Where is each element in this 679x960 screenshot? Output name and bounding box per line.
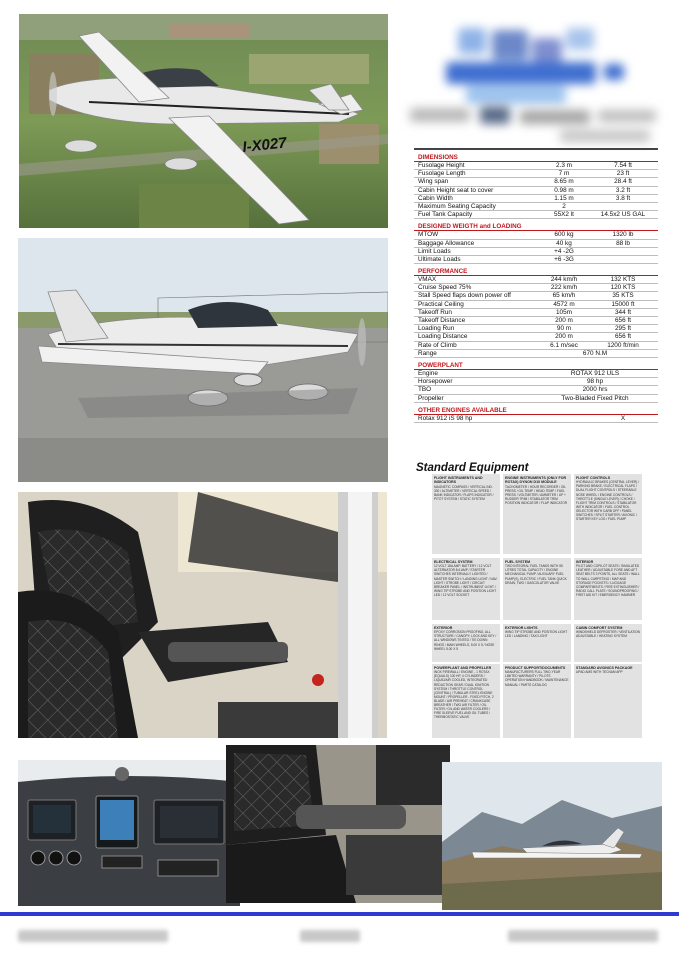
spec-metric: 90 m bbox=[556, 325, 572, 333]
spec-imperial: X bbox=[620, 414, 626, 422]
equipment-items: TWO INTEGRAL FUEL TANKS WITH 55 LITRES TOTAL CAPACITY / ENGINE MECHANICAL PUMP / AUXILIARY FUEL PUMP(S), ELECTRIC / FUEL TANK QUICK DRAIN, TWO / GASCOLATOR VALVE bbox=[505, 564, 567, 585]
spec-imperial: 344 ft bbox=[615, 308, 631, 316]
spec-metric: 7 m bbox=[558, 170, 570, 178]
spec-metric: 2 bbox=[562, 202, 566, 210]
spec-label: Cabin Width bbox=[418, 194, 453, 202]
spec-label: Loading Distance bbox=[418, 333, 468, 341]
spec-section-title: POWERPLANT bbox=[414, 361, 658, 370]
equipment-items: PILOT AND COPILOT SEATS / SIMULATED LEATHER / ADJUSTABLE FORE AND AFT SEAT BELTS 3 POINTS, ALL SEATS / WALL TO WALL CARPETING / MAP AND STORAGE POCKETS / LUGGAGE COMPARTMENTS / FIRE EXTINGUISHER / RADIO CALL PLATE / SOUNDPROOFING / FIRST AID KIT / EMERGENCY HAMMER bbox=[576, 564, 640, 597]
spec-metric: +4 -2G bbox=[554, 247, 574, 255]
footer-text-blurred bbox=[508, 930, 658, 942]
footer-text-blurred bbox=[300, 930, 360, 942]
photo-aircraft-over-mountains bbox=[442, 762, 662, 910]
equipment-heading: EXTERIOR bbox=[434, 626, 453, 630]
spec-label: Rotax 912 iS 98 hp bbox=[418, 414, 473, 422]
spec-imperial bbox=[592, 256, 654, 263]
spec-label: Horsepower bbox=[418, 378, 453, 386]
aircraft-registration: I-X027 bbox=[241, 134, 288, 156]
footer-rule bbox=[0, 912, 679, 916]
spec-label: Engine bbox=[418, 369, 438, 377]
spec-metric: Two-Bladed Fixed Pitch bbox=[561, 394, 629, 402]
equipment-cell bbox=[574, 558, 642, 620]
equipment-items: 12 VOLT 18A AMP. BATTERY / 12 VOLT ALTERNATOR 8.6 AMP / STARTER SWITCHES INTERNALLY LIGHTED / MASTER SWITCH / LANDING LIGHT / NAV. LIGHT / STROBE LIGHT / CIRCUIT BREAKER PANEL / INSTRUMENT LIGHT / WING TIP STROBE AND POSITION LIGHT LED / 12 VOLT SOCKET bbox=[434, 564, 498, 597]
equipment-items: INOX FIREWALL / ENGINE - 1 ROTAX (EQUALS) 100 HP, 4 CYLINDERS / LIQUID/AIR COOLED, INTEGRATED REDUCTION GEAR / DUAL IGNITION SYSTEM / THROTTLE CONTROL (CENTRAL) / TUBULAR STEEL ENGINE MOUNT / PROPELLER - FIXED PITCH, 2 BLADE / AIR PREHEAT / CRANKCASE BREATHER / TWO AIR FILTER / OIL FILTER / OIL AND WATER COOLERS / FIRE SLEEVE FUEL AND OIL TUBES / THERMOSTATIC VALVE bbox=[434, 670, 494, 720]
spec-label: Rate of Climb bbox=[418, 341, 457, 349]
equipment-cell bbox=[432, 558, 500, 620]
spec-label: Practical Ceiling bbox=[418, 300, 464, 308]
spec-row bbox=[414, 203, 658, 211]
spec-section-title: PERFORMANCE bbox=[414, 267, 658, 276]
equipment-heading: FLIGHT CONTROLS bbox=[576, 476, 611, 480]
spec-label: TBO bbox=[418, 386, 432, 394]
equipment-heading: FUEL SYSTEM bbox=[505, 560, 531, 564]
equipment-items: EPOXY CORROSION PROOFING, ALL STRUCTURE / CANOPY, LOCK AND KEY / ALL WINDOWS TINTED / TIE DOWN RINGS / MAIN WHEELS, 5.00 X 5 / NOSE WHEEL 5.00 X 5 bbox=[434, 630, 497, 651]
spec-row bbox=[414, 301, 658, 309]
equipment-heading: PRODUCT SUPPORT/DOCUMENTS bbox=[505, 666, 566, 670]
spec-imperial: 3.2 ft bbox=[615, 186, 631, 194]
spec-label: Fusolage Length bbox=[418, 170, 466, 178]
equipment-cell bbox=[574, 474, 642, 554]
spec-metric: 222 km/h bbox=[550, 284, 578, 292]
equipment-items: WINDSHIELD DEFROSTER / VENTILATION ADJUSTABLE / HEATING SYSTEM bbox=[576, 630, 640, 639]
equipment-heading: STANDARD AVIONICS PACKAGE bbox=[576, 666, 633, 670]
equipment-items: TACHOMETER / HOUR RECORDER / OIL PRESS / OIL TEMP / HEAD TEMP / FUEL PRESS / VOLTMETER / AMMETER / UP + RUDDER TRIM / STABILATOR TRIM POSITION INDICATOR / FLAP INDICATOR bbox=[505, 484, 568, 505]
spec-metric: 244 km/h bbox=[550, 276, 578, 284]
spec-metric: 40 kg bbox=[556, 239, 572, 247]
equipment-items: HYDRAULIC BRAKES (CENTRAL LEVER) / PARKING BRAKE / ELECTRICAL FLAPS / DUAL FLIGHT CONTROLS / STEERABLE NOSE WHEEL / ENGINE CONTROLS / THROTTLE (SINGLE LEVER) / CHOKE / FLIGHT TRIM CONTROLS / STABILATOR WITH INDICATOR / FUEL CONTROL SELECTOR WITH CARB OFF / PANEL SWITCHES / SPLIT STARTER / AVIONIC / STARTER KEY LOG / FUEL PUMP bbox=[576, 480, 640, 522]
photo-instrument-panel bbox=[18, 760, 240, 906]
equipment-cell bbox=[503, 474, 571, 554]
spec-metric: 1.15 m bbox=[554, 194, 574, 202]
spec-imperial: 1200 ft/min bbox=[607, 341, 639, 349]
spec-imperial: 15000 ft bbox=[611, 300, 635, 308]
spec-label: Takeoff Run bbox=[418, 308, 452, 316]
equipment-items: MAGNETIC COMPASS / VERTICAL IND. 300 / ALTIMETER / VERTICAL SPEED / BANK INDICATOR / FLAPS INDICATOR / PITOT SYSTEM / STATIC SYSTEM bbox=[434, 484, 494, 501]
spec-section-title: DESIGNED WEIGTH and LOADING bbox=[414, 222, 658, 231]
spec-row bbox=[414, 333, 658, 341]
spec-imperial: 7.54 ft bbox=[614, 162, 632, 169]
brand-logo-blurred bbox=[436, 24, 626, 108]
spec-metric: 2000 hrs bbox=[582, 386, 608, 394]
spec-row bbox=[414, 187, 658, 195]
equipment-items: MANUFACTURERS FULL TWO-YEAR LIMITED WARRANTY / PILOTS OPERATION HANDBOOK / MAINTENANCE MANUAL / PARTS CATALOG bbox=[505, 670, 569, 687]
spec-row bbox=[414, 178, 658, 186]
spec-metric: 105m bbox=[556, 308, 572, 316]
spec-metric: 8.65 m bbox=[554, 178, 574, 186]
spec-row bbox=[414, 231, 658, 239]
spec-metric: 200 m bbox=[555, 317, 573, 324]
spec-metric bbox=[536, 415, 592, 422]
spec-label: Fusolage Height bbox=[418, 162, 465, 169]
equipment-cell bbox=[503, 624, 571, 662]
spec-row bbox=[414, 256, 658, 264]
brand-subtitle-blurred bbox=[410, 106, 660, 148]
spec-label: Stall Speed flaps down power off bbox=[418, 292, 511, 300]
spec-imperial: 656 ft bbox=[615, 333, 631, 341]
equipment-cell bbox=[432, 664, 500, 738]
equipment-heading: FLIGHT INSTRUMENTS AND INDICATORS bbox=[434, 476, 483, 485]
spec-row bbox=[414, 240, 658, 248]
spec-row bbox=[414, 370, 658, 378]
spec-imperial: 132 KTS bbox=[610, 276, 636, 284]
equipment-items: UPAD AMS WITH TECNAM APP bbox=[576, 670, 623, 675]
spec-label: Limit Loads bbox=[418, 247, 451, 255]
spec-metric: 4572 m bbox=[553, 300, 575, 308]
spec-imperial bbox=[592, 203, 654, 210]
spec-row bbox=[414, 309, 658, 317]
spec-imperial: 3.8 ft bbox=[615, 194, 631, 202]
spec-label: MTOW bbox=[418, 231, 439, 239]
spec-row bbox=[414, 276, 658, 284]
spec-imperial: 88 lb bbox=[616, 239, 630, 247]
equipment-cell bbox=[574, 664, 642, 738]
spec-row bbox=[414, 395, 658, 403]
spec-label: Cabin Height seat to cover bbox=[418, 186, 494, 194]
spec-row bbox=[414, 342, 658, 350]
standard-equipment-grid bbox=[432, 474, 642, 739]
spec-imperial: 14.5x2 US GAL bbox=[600, 211, 646, 219]
spec-label: Wing span bbox=[418, 178, 449, 186]
photo-aircraft-on-apron bbox=[18, 238, 388, 482]
equipment-heading: EXTERIOR LIGHTS bbox=[505, 626, 538, 630]
spec-row bbox=[414, 386, 658, 394]
equipment-cell bbox=[574, 624, 642, 662]
spec-imperial: 23 ft bbox=[616, 170, 630, 178]
spec-metric: 600 kg bbox=[554, 231, 574, 239]
spec-section-title: DIMENSIONS bbox=[414, 153, 658, 162]
spec-row bbox=[414, 292, 658, 300]
spec-label: Range bbox=[418, 349, 437, 357]
equipment-cell bbox=[503, 664, 571, 738]
spec-metric: 55X2 lt bbox=[554, 211, 574, 219]
spec-metric: 65 km/h bbox=[552, 292, 576, 300]
spec-metric: ROTAX 912 ULS bbox=[570, 369, 620, 377]
spec-row bbox=[414, 415, 658, 423]
spec-label: Ultimate Loads bbox=[418, 255, 461, 263]
equipment-items: WING TIP STROBE AND POSITION LIGHT LED / LANDING / TAXI LIGHT bbox=[505, 630, 568, 639]
spec-imperial: 295 ft bbox=[615, 325, 631, 333]
equipment-heading: CABIN COMFORT SYSTEM bbox=[576, 626, 623, 630]
spec-metric: 0.98 m bbox=[554, 186, 574, 194]
spec-imperial: 1320 lb bbox=[612, 231, 634, 239]
spec-row bbox=[414, 170, 658, 178]
spec-imperial: 28.4 ft bbox=[614, 178, 632, 186]
photo-aircraft-in-flight bbox=[19, 14, 388, 228]
spec-label: Loading Run bbox=[418, 325, 455, 333]
standard-equipment-title: Standard Equipment bbox=[416, 462, 529, 474]
spec-row bbox=[414, 378, 658, 386]
specifications-table bbox=[414, 148, 658, 458]
spec-metric: 200 m bbox=[555, 333, 573, 341]
spec-label: Cruise Speed 75% bbox=[418, 284, 472, 292]
spec-imperial: 35 KTS bbox=[612, 292, 634, 300]
spec-imperial bbox=[592, 248, 654, 255]
spec-label: Takeoff Distance bbox=[418, 317, 466, 324]
spec-label: Baggage Allowance bbox=[418, 239, 475, 247]
photo-seat-detail bbox=[226, 745, 450, 903]
spec-imperial: 656 ft bbox=[615, 317, 631, 324]
spec-section-title: OTHER ENGINES AVAILABLE bbox=[414, 406, 658, 415]
spec-row bbox=[414, 211, 658, 219]
equipment-cell bbox=[503, 558, 571, 620]
spec-metric: +6 -3G bbox=[554, 255, 574, 263]
spec-metric: 2.3 m bbox=[556, 162, 572, 169]
spec-label: Propeller bbox=[418, 394, 444, 402]
photo-cabin-seats bbox=[18, 492, 387, 738]
equipment-heading: ENGINE INSTRUMENTS (ONLY FOR ROTAX) DYNON D10 MODULE bbox=[505, 476, 567, 485]
equipment-heading: POWERPLANT AND PROPELLER bbox=[434, 666, 492, 670]
spec-imperial: 120 KTS bbox=[610, 284, 636, 292]
footer-text-blurred bbox=[18, 930, 168, 942]
spec-label: Fuel Tank Capacity bbox=[418, 211, 473, 219]
spec-row bbox=[414, 284, 658, 292]
spec-label: VMAX bbox=[418, 276, 437, 284]
spec-row bbox=[414, 325, 658, 333]
equipment-heading: INTERIOR bbox=[576, 560, 594, 564]
equipment-cell bbox=[432, 624, 500, 662]
spec-row bbox=[414, 350, 658, 358]
spec-metric: 670 N.M bbox=[582, 349, 608, 357]
spec-metric: 6.1 m/sec bbox=[550, 341, 578, 349]
spec-row bbox=[414, 248, 658, 256]
spec-row bbox=[414, 162, 658, 170]
spec-row bbox=[414, 317, 658, 325]
spec-label: Maximum Seating Capacity bbox=[418, 202, 496, 210]
equipment-heading: ELECTRICAL SYSTEM bbox=[434, 560, 473, 564]
equipment-cell bbox=[432, 474, 500, 554]
spec-row bbox=[414, 195, 658, 203]
spec-metric: 98 hp bbox=[587, 378, 603, 386]
